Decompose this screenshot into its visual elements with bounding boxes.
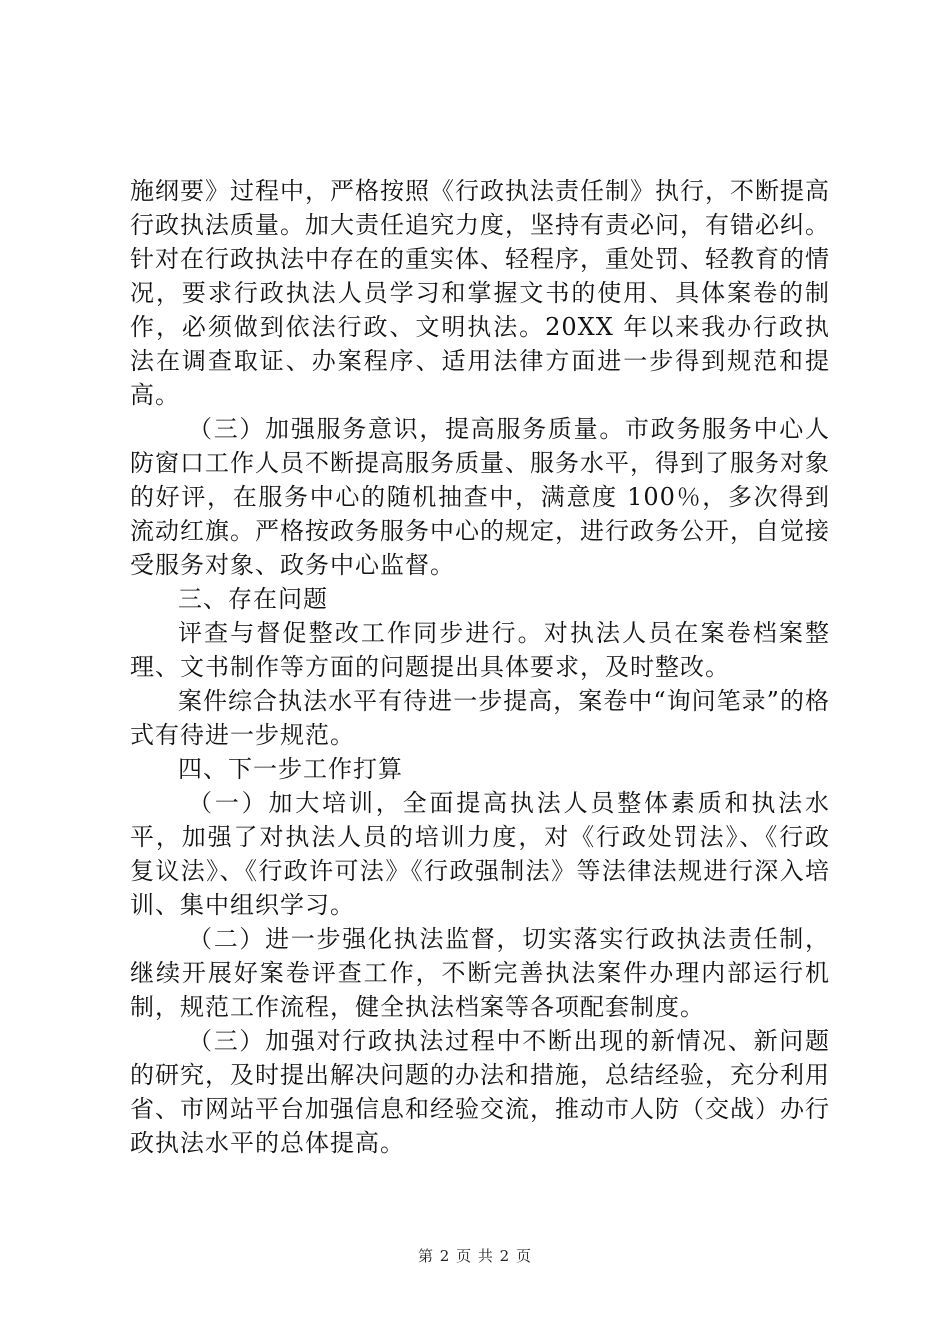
paragraph-continuation: 施纲要》过程中，严格按照《行政执法责任制》执行，不断提高行政执法质量。加大责任追究力度，坚持有责必问，有错必纠。针对在行政执法中存在的重实体、轻程序，重处罚、轻教育的情况，要求行政执法人员学习和掌握文书的使用、具体案卷的制作，必须做到依法行政、文明执法。20XX 年以来我办行政执法在调查取证、办案程序、适用法律方面进一步得到规范和提高。 — [130, 177, 830, 409]
paragraph-review-rectification: 评查与督促整改工作同步进行。对执法人员在案卷档案整理、文书制作等方面的问题提出具体要求，及时整改。 — [130, 619, 830, 681]
section-heading-problems: 三、存在问题 — [178, 585, 328, 613]
paragraph-supervision: （二）进一步强化执法监督，切实落实行政执法责任制，继续开展好案卷评查工作，不断完善执法案件办理内部运行机制，规范工作流程，健全执法档案等各项配套制度。 — [130, 925, 830, 1021]
paragraph-enforcement-level: 案件综合执法水平有待进一步提高，案卷中“询问笔录”的格式有待进一步规范。 — [130, 687, 830, 749]
page-number-footer: 第 2 页 共 2 页 — [418, 1247, 532, 1265]
document-body — [130, 174, 830, 1160]
paragraph-research: （三）加强对行政执法过程中不断出现的新情况、新问题的研究，及时提出解决问题的办法和措施，总结经验，充分利用省、市网站平台加强信息和经验交流，推动市人防（交战）办行政执法水平的总体提高。 — [130, 1027, 830, 1157]
paragraph-training: （一）加大培训，全面提高执法人员整体素质和执法水平，加强了对执法人员的培训力度，对《行政处罚法》、《行政复议法》、《行政许可法》《行政强制法》等法律法规进行深入培训、集中组织学习。 — [130, 789, 830, 919]
section-heading-next-steps: 四、下一步工作打算 — [178, 755, 403, 783]
paragraph-service-quality: （三）加强服务意识，提高服务质量。市政务服务中心人防窗口工作人员不断提高服务质量、服务水平，得到了服务对象的好评，在服务中心的随机抽查中，满意度 100％，多次得到流动红旗。严格按政务服务中心的规定，进行政务公开，自觉接受服务对象、政务中心监督。 — [130, 415, 830, 579]
